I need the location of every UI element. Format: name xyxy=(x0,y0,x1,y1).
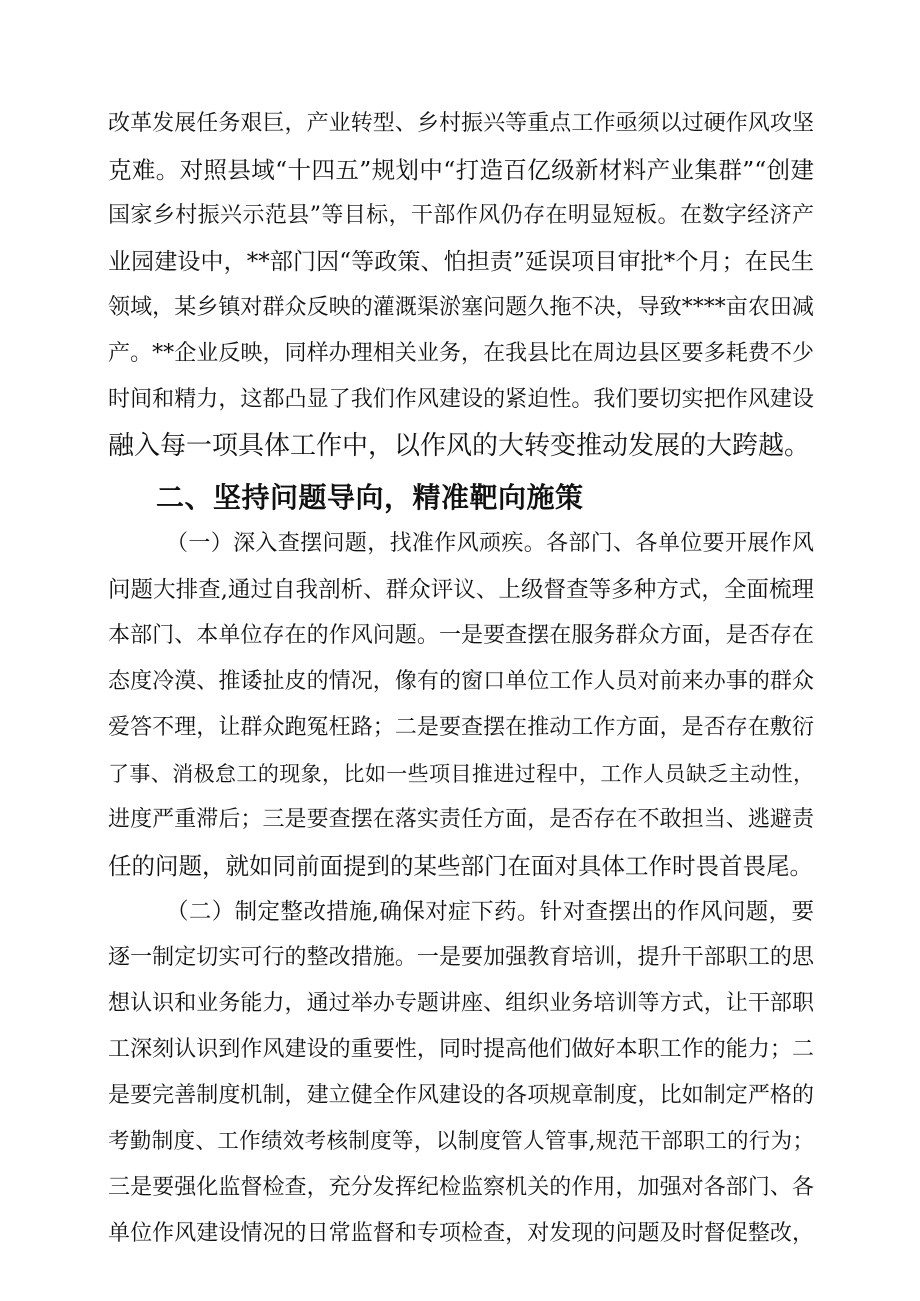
paragraph-3-line: 是要完善制度机制，建立健全作风建设的各项规章制度，比如制定严格的 xyxy=(108,1083,814,1108)
paragraph-3-line: 考勤制度、工作绩效考核制度等，以制度管人管事,规范干部职工的行为； xyxy=(108,1129,814,1154)
paragraph-3-line: 三是要强化监督检查，充分发挥纪检监察机关的作用，加强对各部门、各 xyxy=(108,1175,814,1200)
paragraph-3-line: 工深刻认识到作风建设的重要性，同时提高他们做好本职工作的能力；二 xyxy=(108,1037,814,1062)
paragraph-3-line: 想认识和业务能力，通过举办专题讲座、组织业务培训等方式，让干部职 xyxy=(108,991,814,1016)
paragraph-2-line: 问题大排查,通过自我剖析、群众评议、上级督查等多种方式，全面梳理 xyxy=(108,577,814,603)
paragraph-1-line: 业园建设中，**部门因“等政策、怕担责”延误项目审批*个月；在民生 xyxy=(108,249,814,275)
paragraph-1-line: 时间和精力，这都凸显了我们作风建设的紧迫性。我们要切实把作风建设 xyxy=(108,387,814,412)
paragraph-1-line: 融入每一项具体工作中，以作风的大转变推动发展的大跨越。 xyxy=(108,431,811,461)
paragraph-2-line: 任的问题，就如同前面提到的某些部门在面对具体工作时畏首畏尾。 xyxy=(108,852,813,880)
paragraph-2-line: 爱答不理，让群众跑冤枉路；二是要查摆在推动工作方面，是否存在敷衍 xyxy=(108,715,814,740)
paragraph-2-line: 了事、消极怠工的现象，比如一些项目推进过程中，工作人员缺乏主动性， xyxy=(108,762,814,786)
paragraph-2-line: （一）深入查摆问题，找准作风顽疾。各部门、各单位要开展作风 xyxy=(166,531,814,556)
paragraph-2-line: 本部门、本单位存在的作风问题。一是要查摆在服务群众方面，是否存在 xyxy=(108,623,814,648)
section-heading: 二、坚持问题导向，精准靶向施策 xyxy=(156,481,584,514)
paragraph-1-line: 改革发展任务艰巨，产业转型、乡村振兴等重点工作亟须以过硬作风攻坚 xyxy=(108,111,814,136)
paragraph-2-line: 进度严重滞后；三是要查摆在落实责任方面，是否存在不敢担当、逃避责 xyxy=(108,807,814,832)
paragraph-2-line: 态度冷漠、推诿扯皮的情况，像有的窗口单位工作人员对前来办事的群众 xyxy=(108,669,814,694)
paragraph-1-line: 克难。对照县域“十四五”规划中“打造百亿级新材料产业集群”“创建 xyxy=(108,156,814,184)
paragraph-3-line: 单位作风建设情况的日常监督和专项检查，对发现的问题及时督促整改， xyxy=(108,1221,814,1246)
paragraph-3-line: 逐一制定切实可行的整改措施。一是要加强教育培训，提升干部职工的思 xyxy=(108,945,814,970)
paragraph-1-line: 国家乡村振兴示范县”等目标，干部作风仍存在明显短板。在数字经济产 xyxy=(108,203,814,228)
paragraph-1-line: 领域，某乡镇对群众反映的灌溉渠淤塞问题久拖不决，导致****亩农田减 xyxy=(108,295,814,320)
paragraph-1-line: 产。**企业反映，同样办理相关业务，在我县比在周边县区要多耗费不少 xyxy=(108,341,814,366)
paragraph-3-line: （二）制定整改措施,确保对症下药。针对查摆出的作风问题，要 xyxy=(166,899,814,925)
